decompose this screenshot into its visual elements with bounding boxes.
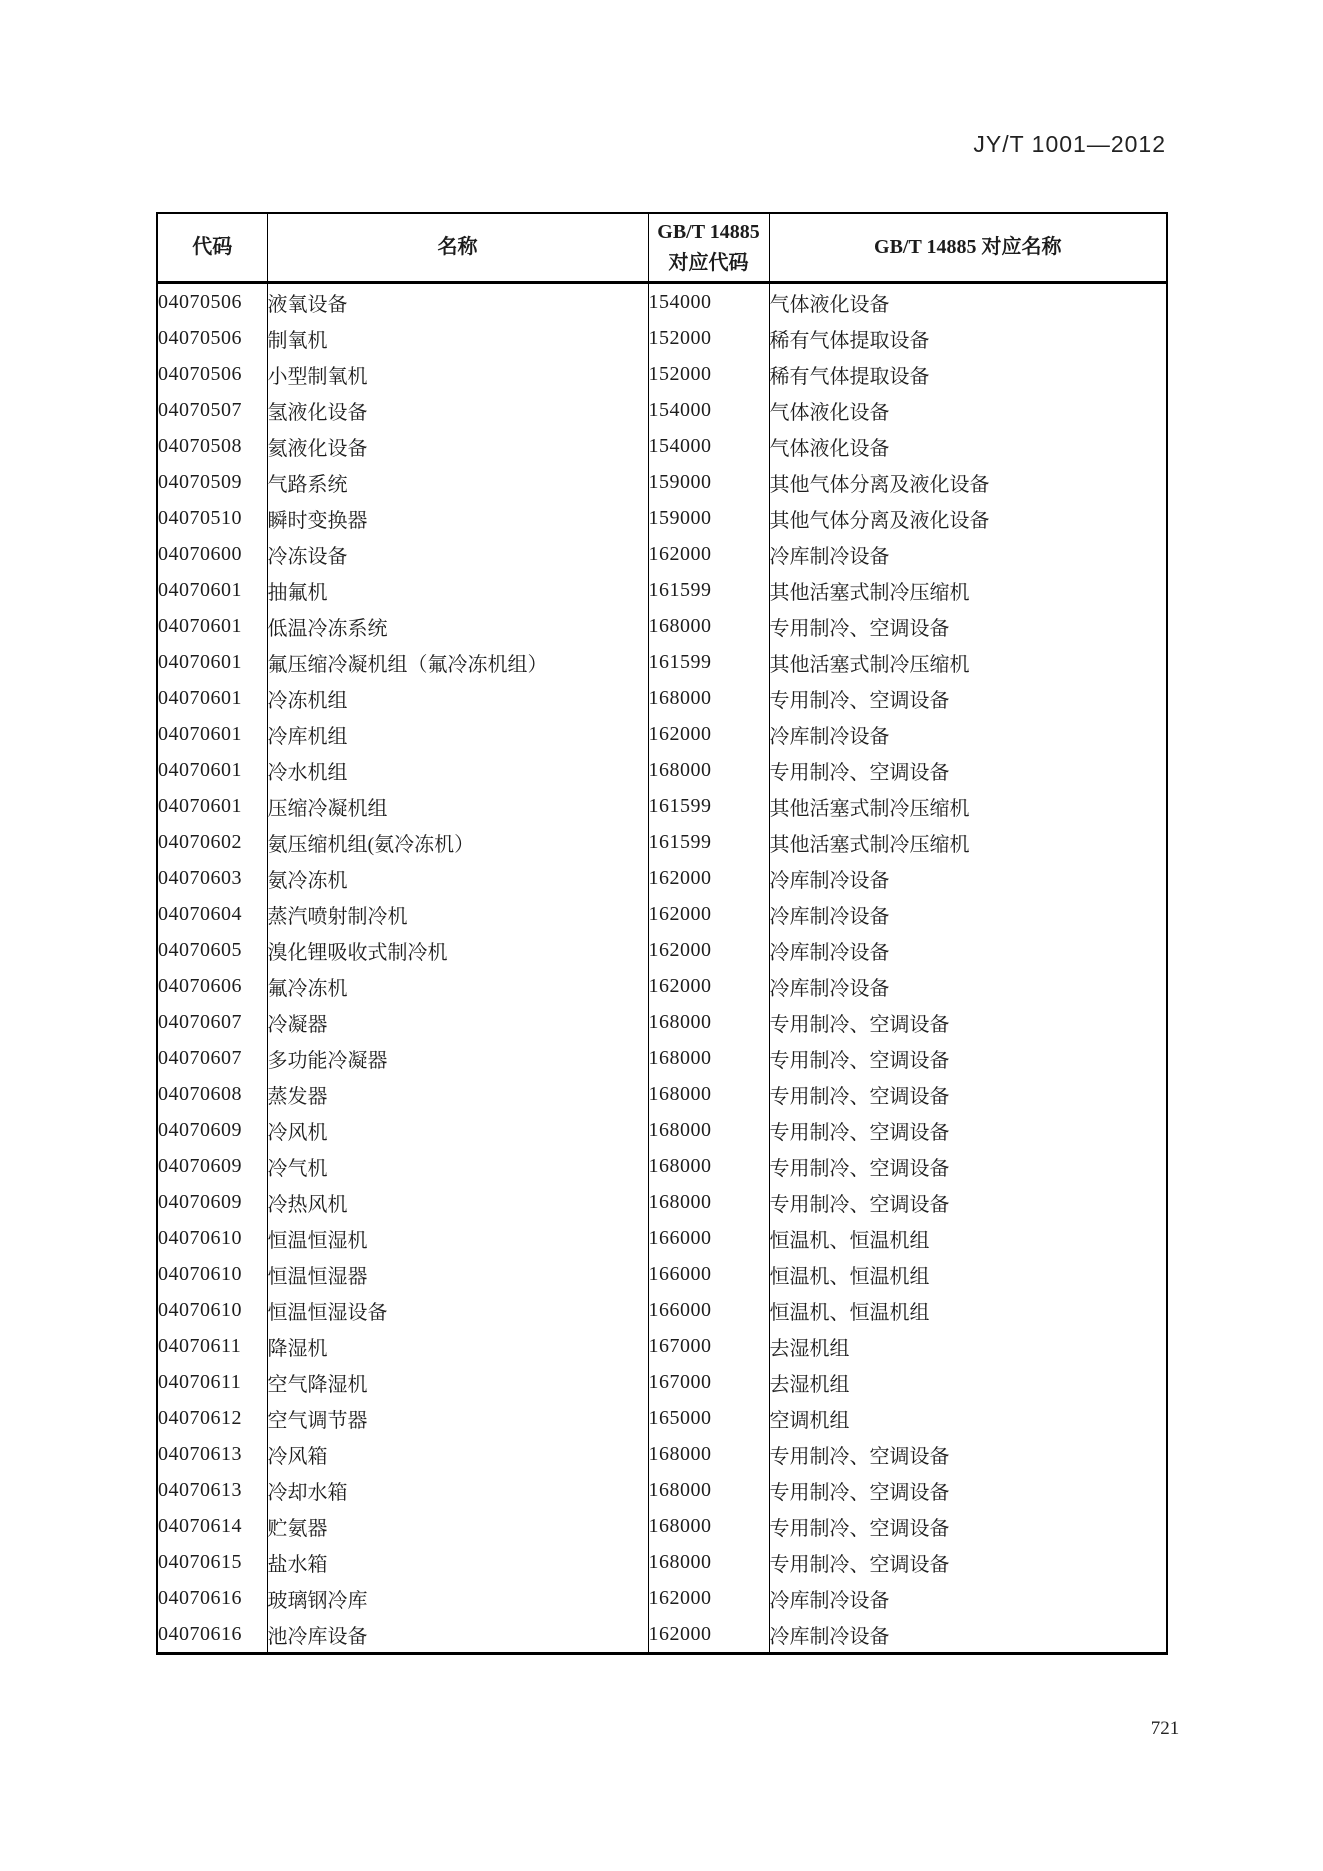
table-row bbox=[157, 320, 1167, 356]
table-cell-gbt-name: 稀有气体提取设备 bbox=[769, 356, 1167, 392]
table-row bbox=[157, 500, 1167, 536]
table-cell-code: 04070601 bbox=[158, 578, 242, 601]
table-row bbox=[157, 1364, 1167, 1400]
table-row bbox=[157, 572, 1167, 608]
table-cell-gbt-code: 161599 bbox=[648, 644, 769, 680]
table-cell-gbt-name: 专用制冷、空调设备 bbox=[769, 1508, 1167, 1544]
table-cell-name: 冷风箱 bbox=[267, 1436, 648, 1472]
table-cell-name: 恒温恒湿器 bbox=[267, 1256, 648, 1292]
page-number: 721 bbox=[1150, 1718, 1180, 1739]
table-cell-gbt-name: 专用制冷、空调设备 bbox=[769, 608, 1167, 644]
table-cell-name: 小型制氧机 bbox=[267, 356, 648, 392]
standard-number: JY/T 1001—2012 bbox=[973, 131, 1166, 157]
table-cell-gbt-name: 恒温机、恒温机组 bbox=[769, 1220, 1167, 1256]
table-cell-gbt-code: 168000 bbox=[648, 1436, 769, 1472]
table-row bbox=[157, 536, 1167, 572]
table-row bbox=[157, 1508, 1167, 1544]
table-cell-code: 04070601 bbox=[158, 794, 242, 817]
table-cell-gbt-code: 154000 bbox=[648, 283, 769, 321]
table-cell-name: 瞬时变换器 bbox=[267, 500, 648, 536]
table-cell-code: 04070616 bbox=[158, 1586, 242, 1609]
table-cell-gbt-code: 159000 bbox=[648, 500, 769, 536]
table-cell-name: 降湿机 bbox=[267, 1328, 648, 1364]
table-cell-code: 04070607 bbox=[158, 1046, 242, 1069]
table-cell-name: 空气降湿机 bbox=[267, 1364, 648, 1400]
column-header-gbt-code-line1: GB/T 14885 bbox=[657, 220, 760, 243]
column-header-gbt-code-line2: 对应代码 bbox=[668, 251, 749, 274]
table-cell-name: 冷却水箱 bbox=[267, 1472, 648, 1508]
table-body bbox=[157, 283, 1167, 1654]
table-cell-gbt-name: 专用制冷、空调设备 bbox=[769, 752, 1167, 788]
table-cell-code: 04070610 bbox=[158, 1262, 242, 1285]
table-cell-code: 04070606 bbox=[158, 974, 242, 997]
table-cell-gbt-code: 165000 bbox=[648, 1400, 769, 1436]
table-cell-code: 04070601 bbox=[158, 614, 242, 637]
table-cell-name: 溴化锂吸收式制冷机 bbox=[267, 932, 648, 968]
table-row bbox=[157, 1040, 1167, 1076]
table-cell-gbt-name: 专用制冷、空调设备 bbox=[769, 1436, 1167, 1472]
table-cell-name: 氢液化设备 bbox=[267, 392, 648, 428]
table-cell-code: 04070601 bbox=[158, 686, 242, 709]
table-cell-gbt-code: 168000 bbox=[648, 1472, 769, 1508]
table-cell-gbt-code: 167000 bbox=[648, 1328, 769, 1364]
table-cell-gbt-name: 专用制冷、空调设备 bbox=[769, 680, 1167, 716]
table-cell-code: 04070611 bbox=[158, 1370, 242, 1393]
table-cell-code: 04070509 bbox=[158, 470, 242, 493]
table-row bbox=[157, 1544, 1167, 1580]
column-header-name: 名称 bbox=[267, 213, 648, 283]
table-cell-name: 恒温恒湿机 bbox=[267, 1220, 648, 1256]
table-row bbox=[157, 1328, 1167, 1364]
table-cell-gbt-name: 其他气体分离及液化设备 bbox=[769, 464, 1167, 500]
table-cell-code: 04070613 bbox=[158, 1478, 242, 1501]
table-row bbox=[157, 464, 1167, 500]
table-cell-code: 04070507 bbox=[158, 398, 242, 421]
column-header-gbt-name: GB/T 14885 对应名称 bbox=[769, 213, 1167, 283]
table-cell-code: 04070608 bbox=[158, 1082, 242, 1105]
table-cell-code: 04070607 bbox=[158, 1010, 242, 1033]
table-cell-gbt-name: 空调机组 bbox=[769, 1400, 1167, 1436]
table-cell-name: 空气调节器 bbox=[267, 1400, 648, 1436]
table-cell-gbt-name: 去湿机组 bbox=[769, 1364, 1167, 1400]
table-cell-code: 04070601 bbox=[158, 722, 242, 745]
table-cell-gbt-code: 168000 bbox=[648, 752, 769, 788]
table-cell-name: 多功能冷凝器 bbox=[267, 1040, 648, 1076]
table-cell-name: 池冷库设备 bbox=[267, 1616, 648, 1654]
table-cell-code: 04070510 bbox=[158, 506, 242, 529]
table-cell-gbt-name: 其他气体分离及液化设备 bbox=[769, 500, 1167, 536]
table-cell-code: 04070600 bbox=[158, 542, 242, 565]
table-cell-gbt-code: 166000 bbox=[648, 1292, 769, 1328]
table-row bbox=[157, 1004, 1167, 1040]
table-cell-gbt-code: 162000 bbox=[648, 1616, 769, 1654]
table-cell-name: 氦液化设备 bbox=[267, 428, 648, 464]
table-cell-name: 冷库机组 bbox=[267, 716, 648, 752]
table-cell-name: 氟压缩冷凝机组（氟冷冻机组） bbox=[267, 644, 648, 680]
table-cell-name: 氨冷冻机 bbox=[267, 860, 648, 896]
table-cell-gbt-code: 168000 bbox=[648, 1184, 769, 1220]
table-row bbox=[157, 1616, 1167, 1654]
table-row bbox=[157, 896, 1167, 932]
table-cell-gbt-code: 154000 bbox=[648, 392, 769, 428]
table-cell-name: 冷水机组 bbox=[267, 752, 648, 788]
table-cell-code: 04070609 bbox=[158, 1118, 242, 1141]
table-cell-name: 制氧机 bbox=[267, 320, 648, 356]
table-cell-gbt-code: 161599 bbox=[648, 572, 769, 608]
table-row bbox=[157, 860, 1167, 896]
table-row bbox=[157, 1436, 1167, 1472]
table-row bbox=[157, 716, 1167, 752]
table-cell-gbt-code: 162000 bbox=[648, 536, 769, 572]
table-cell-name: 冷风机 bbox=[267, 1112, 648, 1148]
table-row bbox=[157, 1076, 1167, 1112]
table-cell-gbt-name: 冷库制冷设备 bbox=[769, 968, 1167, 1004]
table-cell-name: 氟冷冻机 bbox=[267, 968, 648, 1004]
table-cell-gbt-name: 其他活塞式制冷压缩机 bbox=[769, 788, 1167, 824]
table-row bbox=[157, 932, 1167, 968]
table-cell-name: 玻璃钢冷库 bbox=[267, 1580, 648, 1616]
table-cell-gbt-name: 稀有气体提取设备 bbox=[769, 320, 1167, 356]
table-cell-gbt-code: 162000 bbox=[648, 860, 769, 896]
table-row bbox=[157, 1112, 1167, 1148]
table-cell-gbt-code: 166000 bbox=[648, 1256, 769, 1292]
table-cell-code: 04070610 bbox=[158, 1298, 242, 1321]
table-cell-gbt-name: 专用制冷、空调设备 bbox=[769, 1112, 1167, 1148]
table-cell-gbt-name: 其他活塞式制冷压缩机 bbox=[769, 572, 1167, 608]
table-row bbox=[157, 968, 1167, 1004]
table-cell-gbt-name: 专用制冷、空调设备 bbox=[769, 1148, 1167, 1184]
table-cell-name: 气路系统 bbox=[267, 464, 648, 500]
table-cell-gbt-code: 167000 bbox=[648, 1364, 769, 1400]
table-cell-gbt-code: 168000 bbox=[648, 1508, 769, 1544]
table-cell-gbt-code: 168000 bbox=[648, 1148, 769, 1184]
table-cell-code: 04070614 bbox=[158, 1514, 242, 1537]
table-cell-gbt-code: 161599 bbox=[648, 824, 769, 860]
table-cell-code: 04070609 bbox=[158, 1190, 242, 1213]
table-cell-gbt-name: 冷库制冷设备 bbox=[769, 716, 1167, 752]
table-cell-code: 04070611 bbox=[158, 1334, 242, 1357]
table-cell-gbt-name: 冷库制冷设备 bbox=[769, 1616, 1167, 1654]
table-cell-name: 压缩冷凝机组 bbox=[267, 788, 648, 824]
table-cell-name: 抽氟机 bbox=[267, 572, 648, 608]
table-row bbox=[157, 283, 1167, 321]
table-row bbox=[157, 1184, 1167, 1220]
table-cell-gbt-code: 159000 bbox=[648, 464, 769, 500]
table-cell-gbt-code: 168000 bbox=[648, 1040, 769, 1076]
column-header-gbt-code bbox=[648, 213, 769, 283]
table-cell-code: 04070610 bbox=[158, 1226, 242, 1249]
table-cell-gbt-code: 166000 bbox=[648, 1220, 769, 1256]
table-cell-code: 04070506 bbox=[158, 362, 242, 385]
table-cell-gbt-name: 专用制冷、空调设备 bbox=[769, 1472, 1167, 1508]
table-cell-name: 冷凝器 bbox=[267, 1004, 648, 1040]
table-cell-gbt-name: 专用制冷、空调设备 bbox=[769, 1004, 1167, 1040]
table-cell-gbt-name: 冷库制冷设备 bbox=[769, 896, 1167, 932]
table-row bbox=[157, 1580, 1167, 1616]
table-cell-gbt-name: 专用制冷、空调设备 bbox=[769, 1040, 1167, 1076]
code-mapping-table bbox=[156, 212, 1168, 1655]
table-cell-code: 04070601 bbox=[158, 758, 242, 781]
table-cell-code: 04070604 bbox=[158, 902, 242, 925]
table-cell-code: 04070615 bbox=[158, 1550, 242, 1573]
table-cell-code: 04070605 bbox=[158, 938, 242, 961]
table-cell-code: 04070616 bbox=[158, 1622, 242, 1645]
table-row bbox=[157, 1256, 1167, 1292]
table-row bbox=[157, 788, 1167, 824]
table-row bbox=[157, 644, 1167, 680]
table-row bbox=[157, 752, 1167, 788]
table-cell-gbt-name: 去湿机组 bbox=[769, 1328, 1167, 1364]
table-cell-code: 04070601 bbox=[158, 650, 242, 673]
table-cell-code: 04070603 bbox=[158, 866, 242, 889]
table-cell-gbt-name: 恒温机、恒温机组 bbox=[769, 1292, 1167, 1328]
table-cell-gbt-code: 152000 bbox=[648, 356, 769, 392]
header-row bbox=[157, 213, 1167, 283]
table-cell-name: 恒温恒湿设备 bbox=[267, 1292, 648, 1328]
table-cell-gbt-code: 168000 bbox=[648, 608, 769, 644]
table-cell-gbt-name: 冷库制冷设备 bbox=[769, 932, 1167, 968]
table-cell-gbt-name: 其他活塞式制冷压缩机 bbox=[769, 644, 1167, 680]
table-row bbox=[157, 824, 1167, 860]
table-row bbox=[157, 1148, 1167, 1184]
table-cell-gbt-code: 162000 bbox=[648, 932, 769, 968]
table-cell-gbt-code: 162000 bbox=[648, 1580, 769, 1616]
table-cell-gbt-name: 气体液化设备 bbox=[769, 392, 1167, 428]
table-cell-gbt-name: 其他活塞式制冷压缩机 bbox=[769, 824, 1167, 860]
table-row bbox=[157, 428, 1167, 464]
table-cell-code: 04070506 bbox=[158, 326, 242, 349]
table-cell-name: 贮氨器 bbox=[267, 1508, 648, 1544]
table-row bbox=[157, 608, 1167, 644]
table-cell-gbt-code: 152000 bbox=[648, 320, 769, 356]
table-cell-name: 低温冷冻系统 bbox=[267, 608, 648, 644]
table-cell-name: 氨压缩机组(氨冷冻机） bbox=[267, 824, 648, 860]
table-cell-gbt-code: 168000 bbox=[648, 1004, 769, 1040]
table-cell-gbt-code: 154000 bbox=[648, 428, 769, 464]
table-row bbox=[157, 1220, 1167, 1256]
table-cell-gbt-code: 162000 bbox=[648, 896, 769, 932]
table-cell-code: 04070508 bbox=[158, 434, 242, 457]
table-row bbox=[157, 1292, 1167, 1328]
table-cell-name: 蒸发器 bbox=[267, 1076, 648, 1112]
table-row bbox=[157, 392, 1167, 428]
table-cell-name: 冷气机 bbox=[267, 1148, 648, 1184]
table-cell-name: 冷冻机组 bbox=[267, 680, 648, 716]
table-cell-gbt-name: 冷库制冷设备 bbox=[769, 536, 1167, 572]
table-cell-gbt-name: 气体液化设备 bbox=[769, 428, 1167, 464]
table-cell-gbt-code: 162000 bbox=[648, 968, 769, 1004]
table-cell-name: 冷冻设备 bbox=[267, 536, 648, 572]
table-header bbox=[157, 213, 1167, 283]
table-cell-gbt-code: 168000 bbox=[648, 680, 769, 716]
table-cell-gbt-name: 专用制冷、空调设备 bbox=[769, 1544, 1167, 1580]
table-cell-name: 冷热风机 bbox=[267, 1184, 648, 1220]
table-cell-gbt-name: 气体液化设备 bbox=[769, 283, 1167, 321]
table-cell-gbt-code: 168000 bbox=[648, 1112, 769, 1148]
column-header-code: 代码 bbox=[157, 213, 267, 283]
table-cell-name: 蒸汽喷射制冷机 bbox=[267, 896, 648, 932]
table-cell-code: 04070612 bbox=[158, 1406, 242, 1429]
table-cell-code: 04070609 bbox=[158, 1154, 242, 1177]
table-cell-name: 盐水箱 bbox=[267, 1544, 648, 1580]
table-cell-gbt-code: 161599 bbox=[648, 788, 769, 824]
table-cell-gbt-code: 168000 bbox=[648, 1544, 769, 1580]
table-cell-gbt-name: 冷库制冷设备 bbox=[769, 1580, 1167, 1616]
table-row bbox=[157, 356, 1167, 392]
table-cell-gbt-name: 冷库制冷设备 bbox=[769, 860, 1167, 896]
table-row bbox=[157, 1400, 1167, 1436]
table-row bbox=[157, 1472, 1167, 1508]
table-row bbox=[157, 680, 1167, 716]
table-cell-code: 04070506 bbox=[158, 290, 242, 313]
table-cell-code: 04070602 bbox=[158, 830, 242, 853]
table-cell-gbt-name: 专用制冷、空调设备 bbox=[769, 1076, 1167, 1112]
table-cell-gbt-code: 168000 bbox=[648, 1076, 769, 1112]
table-cell-gbt-code: 162000 bbox=[648, 716, 769, 752]
table-cell-name: 液氧设备 bbox=[267, 283, 648, 321]
table-cell-gbt-name: 专用制冷、空调设备 bbox=[769, 1184, 1167, 1220]
table-cell-code: 04070613 bbox=[158, 1442, 242, 1465]
table-cell-gbt-name: 恒温机、恒温机组 bbox=[769, 1256, 1167, 1292]
